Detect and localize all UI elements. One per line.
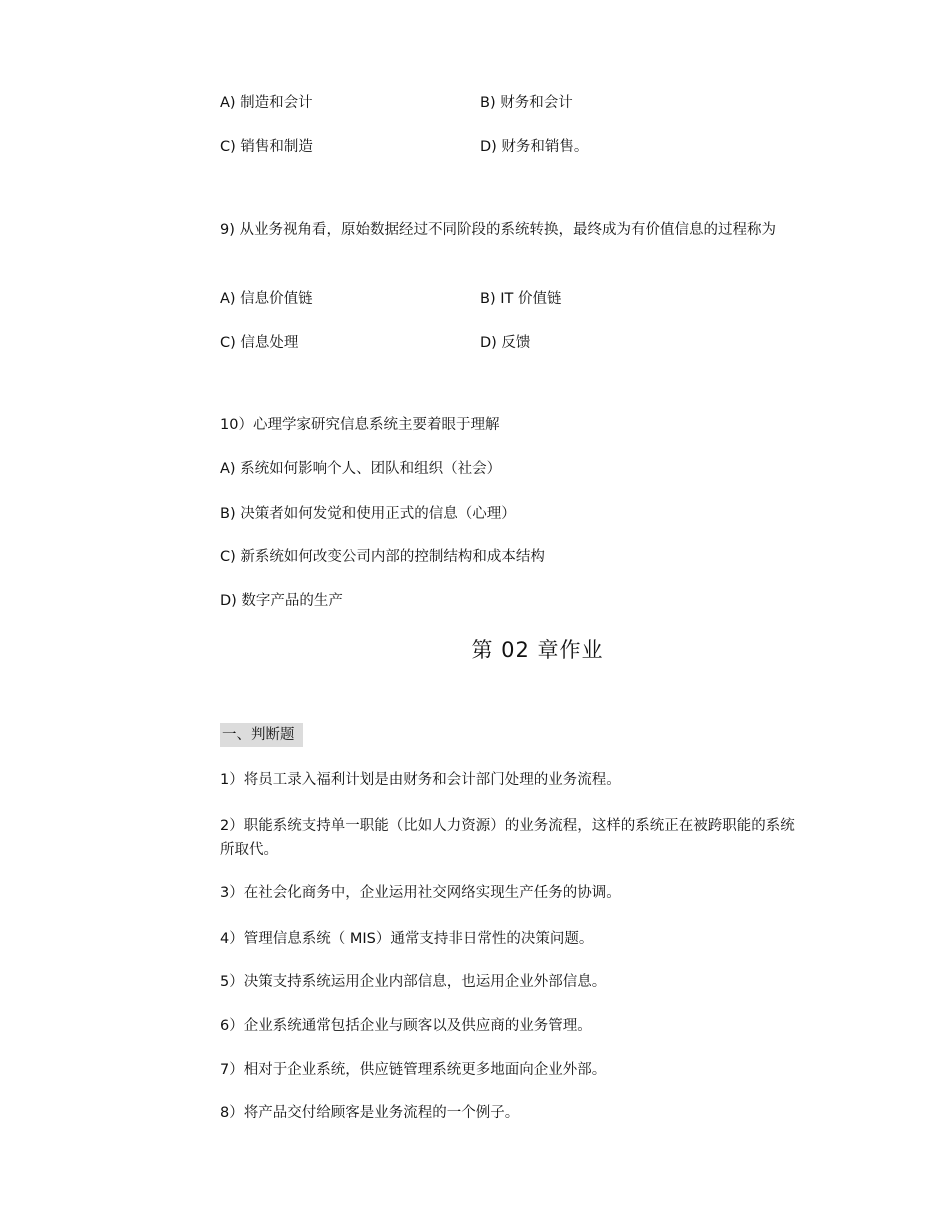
q10-option-b: B) 决策者如何发觉和使用正式的信息（心理）: [220, 506, 516, 522]
q10-option-a: A) 系统如何影响个人、团队和组织（社会）: [220, 461, 502, 477]
q8-option-c: C) 销售和制造: [220, 139, 313, 155]
q8-option-b: B) 财务和会计: [480, 95, 573, 111]
q9-option-d: D) 反馈: [480, 335, 531, 351]
q9-stem: 9) 从业务视角看，原始数据经过不同阶段的系统转换，最终成为有价值信息的过程称为: [220, 222, 776, 238]
q9-option-a: A) 信息价值链: [220, 291, 313, 307]
tf-item-5: 5）决策支持系统运用企业内部信息，也运用企业外部信息。: [220, 974, 607, 990]
tf-item-7: 7）相对于企业系统，供应链管理系统更多地面向企业外部。: [220, 1062, 607, 1078]
q9-option-c: C) 信息处理: [220, 335, 299, 351]
tf-item-1: 1）将员工录入福利计划是由财务和会计部门处理的业务流程。: [220, 772, 621, 788]
q10-option-c: C) 新系统如何改变公司内部的控制结构和成本结构: [220, 549, 545, 565]
chapter-title: 第 02 章作业: [471, 638, 604, 662]
q10-option-d: D) 数字产品的生产: [220, 593, 343, 609]
tf-item-6: 6）企业系统通常包括企业与顾客以及供应商的业务管理。: [220, 1018, 592, 1034]
q8-option-a: A) 制造和会计: [220, 95, 313, 111]
tf-item-2: 2）职能系统支持单一职能（比如人力资源）的业务流程，这样的系统正在被跨职能的系统所取代。: [220, 818, 795, 858]
q8-option-d: D) 财务和销售。: [480, 139, 589, 155]
section-label: 一、判断题: [220, 723, 303, 747]
q9-option-b: B) IT 价值链: [480, 291, 562, 307]
q10-stem: 10）心理学家研究信息系统主要着眼于理解: [220, 417, 500, 433]
tf-item-4: 4）管理信息系统（ MIS）通常支持非日常性的决策问题。: [220, 931, 594, 947]
tf-item-8: 8）将产品交付给顾客是业务流程的一个例子。: [220, 1105, 520, 1121]
tf-item-3: 3）在社会化商务中，企业运用社交网络实现生产任务的协调。: [220, 885, 621, 901]
